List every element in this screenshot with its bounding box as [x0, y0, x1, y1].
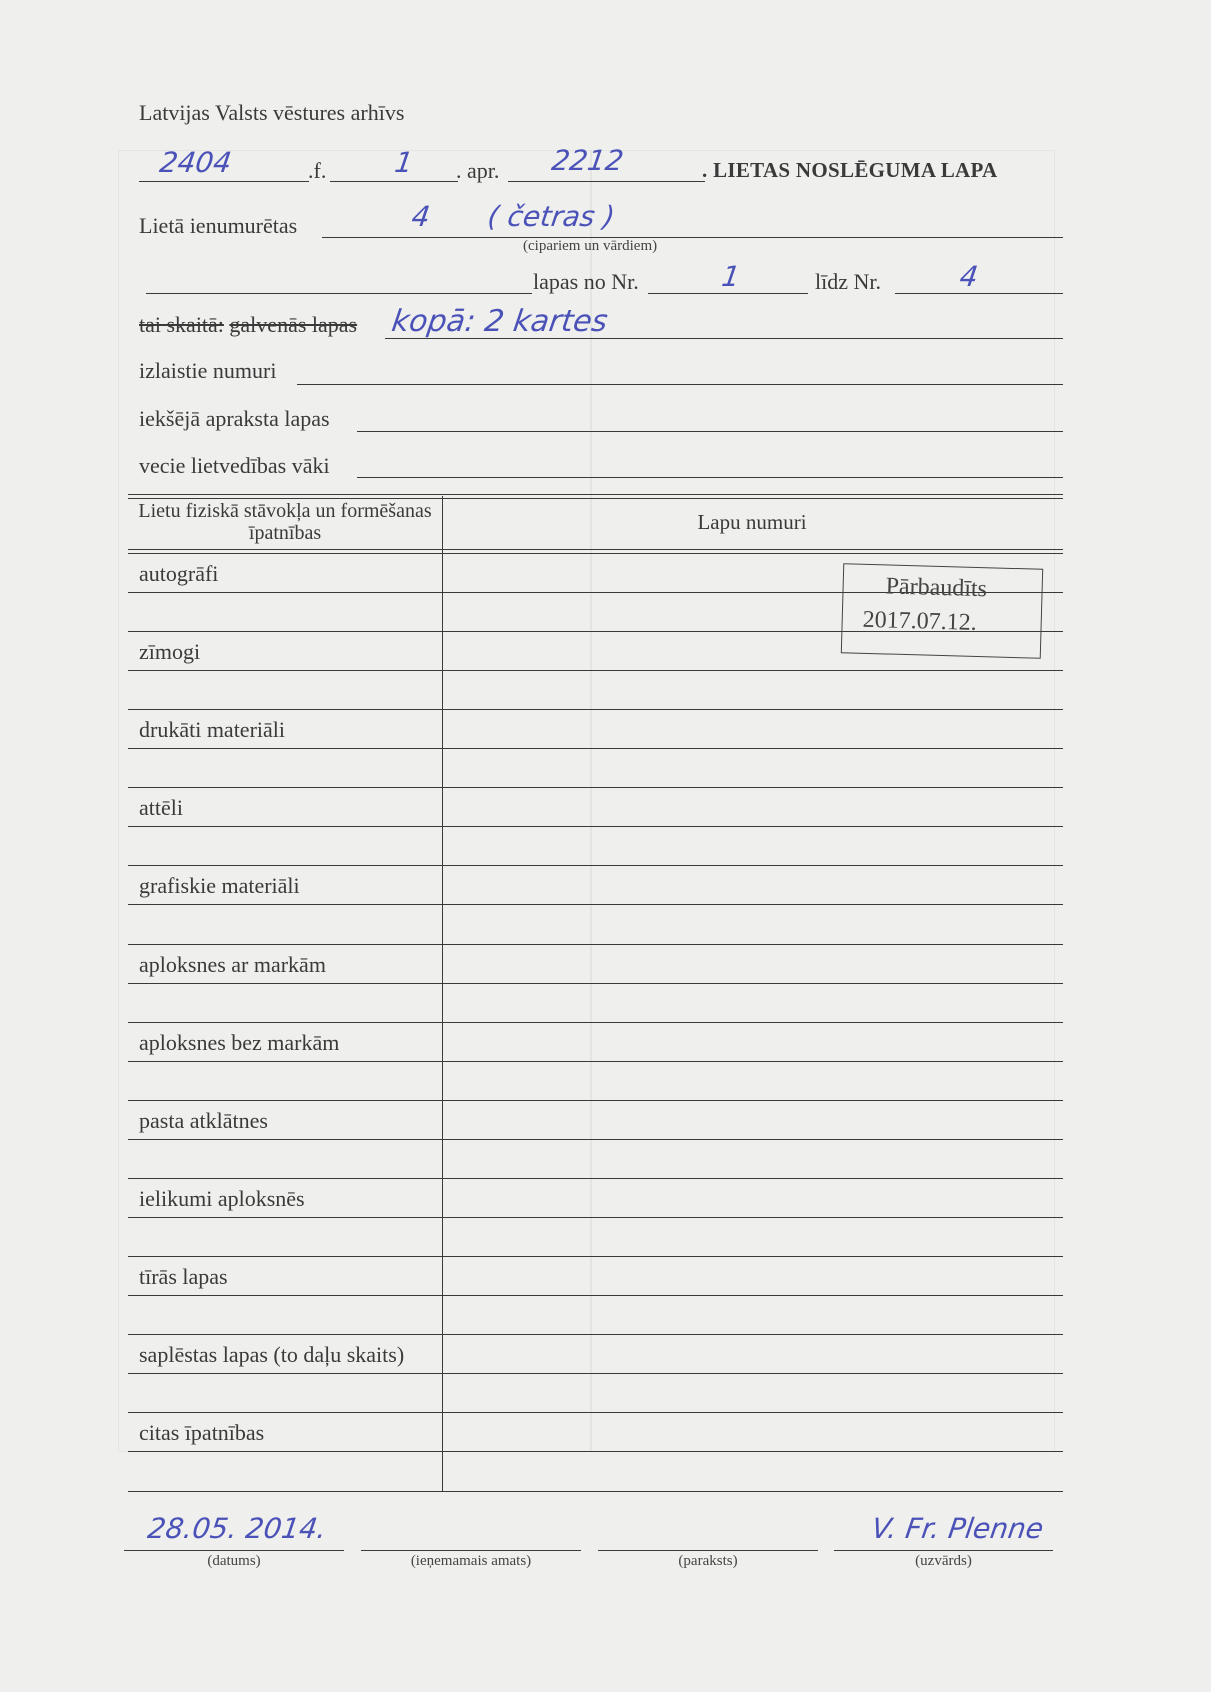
handwritten-surname: V. Fr. Plenne [869, 1512, 1046, 1545]
table-row-separator [128, 1022, 1063, 1023]
fond-line [139, 181, 309, 182]
table-row-label: autogrāfi [139, 561, 219, 586]
table-row-separator [128, 1334, 1063, 1335]
table-bottom-line [128, 1491, 1063, 1492]
main-pages-text: galvenās lapas [229, 312, 358, 337]
main-pages-value: kopā: 2 kartes [389, 304, 610, 339]
table-row-midline [128, 983, 1063, 984]
position-line [361, 1550, 581, 1551]
table-header-line-1 [128, 549, 1063, 550]
inventory-number: 1 [392, 146, 416, 179]
table-row-label: ielikumi aploksnēs [139, 1185, 305, 1211]
table-header-line-2 [128, 553, 1063, 554]
table-row-midline [128, 1139, 1063, 1140]
table-row-label: aploksnes bez markām [139, 1029, 340, 1055]
table-row-separator [128, 865, 1063, 866]
caption-date: (datums) [207, 1553, 261, 1569]
handwritten-date: 28.05. 2014. [145, 1512, 329, 1545]
table-top-line-1 [128, 494, 1063, 495]
case-line [508, 181, 705, 182]
table-row-label: pasta atklātnes [139, 1107, 268, 1133]
pages-from-number: 1 [719, 260, 743, 293]
excluded-label: izlaistie numuri [139, 358, 277, 383]
table-row-midline [128, 826, 1063, 827]
table-row-label: aploksnes ar markām [139, 951, 326, 977]
table-row-label: grafiskie materiāli [139, 873, 300, 899]
table-row-midline [128, 904, 1063, 905]
table-row-separator [128, 944, 1063, 945]
table-row-midline [128, 670, 1063, 671]
table-row-midline [128, 1217, 1063, 1218]
main-pages-prefix: tai skaitā: [139, 312, 224, 337]
table-row-separator [128, 709, 1063, 710]
pages-from-label: lapas no Nr. [533, 269, 639, 294]
form-title: . LIETAS NOSLĒGUMA LAPA [702, 158, 998, 182]
stamp-date: 2017.07.12. [862, 606, 978, 636]
caption-surname: (uzvārds) [915, 1553, 972, 1569]
apr-suffix: . apr. [456, 158, 500, 183]
caption-position: (ieņemamais amats) [410, 1553, 532, 1569]
internal-desc-label: iekšējā apraksta lapas [139, 406, 330, 431]
table-row-separator [128, 1100, 1063, 1101]
table-row-label: attēli [139, 795, 183, 821]
archive-name: Latvijas Valsts vēstures arhīvs [139, 100, 405, 125]
pages-from-line [648, 293, 808, 294]
inventory-line [330, 181, 458, 182]
date-line [124, 1550, 344, 1551]
table-column-divider [442, 496, 443, 1492]
table-row-midline [128, 1295, 1063, 1296]
fond-suffix: .f. [308, 158, 327, 183]
table-row-midline [128, 1451, 1063, 1452]
table-row-label: tīrās lapas [139, 1263, 228, 1289]
internal-desc-line [357, 431, 1063, 432]
caption-signature: (paraksts) [678, 1553, 738, 1569]
fond-number: 2404 [157, 146, 234, 179]
table-top-line-2 [128, 498, 1063, 499]
main-pages-label [139, 312, 357, 338]
table-row-separator [128, 787, 1063, 788]
table-row-separator [128, 1178, 1063, 1179]
table-col2-header: Lapu numuri [697, 510, 807, 534]
excluded-line [297, 384, 1063, 385]
stamp-title: Pārbaudīts [885, 573, 988, 603]
numbered-label: Lietā ienumurētas [139, 213, 298, 238]
table-row-separator [128, 1412, 1063, 1413]
case-number: 2212 [549, 144, 626, 177]
numbered-hint: (cipariem un vārdiem) [523, 238, 658, 254]
table-row-label: saplēstas lapas (to daļu skaits) [139, 1342, 405, 1367]
old-covers-line [357, 477, 1063, 478]
signature-line [598, 1550, 818, 1551]
blank-line [146, 293, 532, 294]
table-row-midline [128, 1061, 1063, 1062]
pages-to-number: 4 [957, 260, 981, 293]
table-row-midline [128, 748, 1063, 749]
table-row-label: zīmogi [139, 639, 201, 665]
pages-to-line [895, 293, 1063, 294]
surname-line [834, 1550, 1053, 1551]
numbered-count: 4 [409, 200, 433, 233]
verified-stamp [841, 563, 1043, 659]
table-row-separator [128, 1256, 1063, 1257]
numbered-line [322, 237, 1063, 238]
table-col1-header: Lietu fiziskā stāvokļa un formēšanas īpatnības [138, 500, 432, 544]
table-row-midline [128, 1373, 1063, 1374]
pages-to-label: līdz Nr. [815, 269, 881, 294]
old-covers-label: vecie lietvedības vāki [139, 453, 330, 478]
numbered-count-words: ( četras ) [485, 200, 617, 233]
table-row-label: drukāti materiāli [139, 717, 285, 743]
table-row-label: citas īpatnības [139, 1420, 265, 1446]
